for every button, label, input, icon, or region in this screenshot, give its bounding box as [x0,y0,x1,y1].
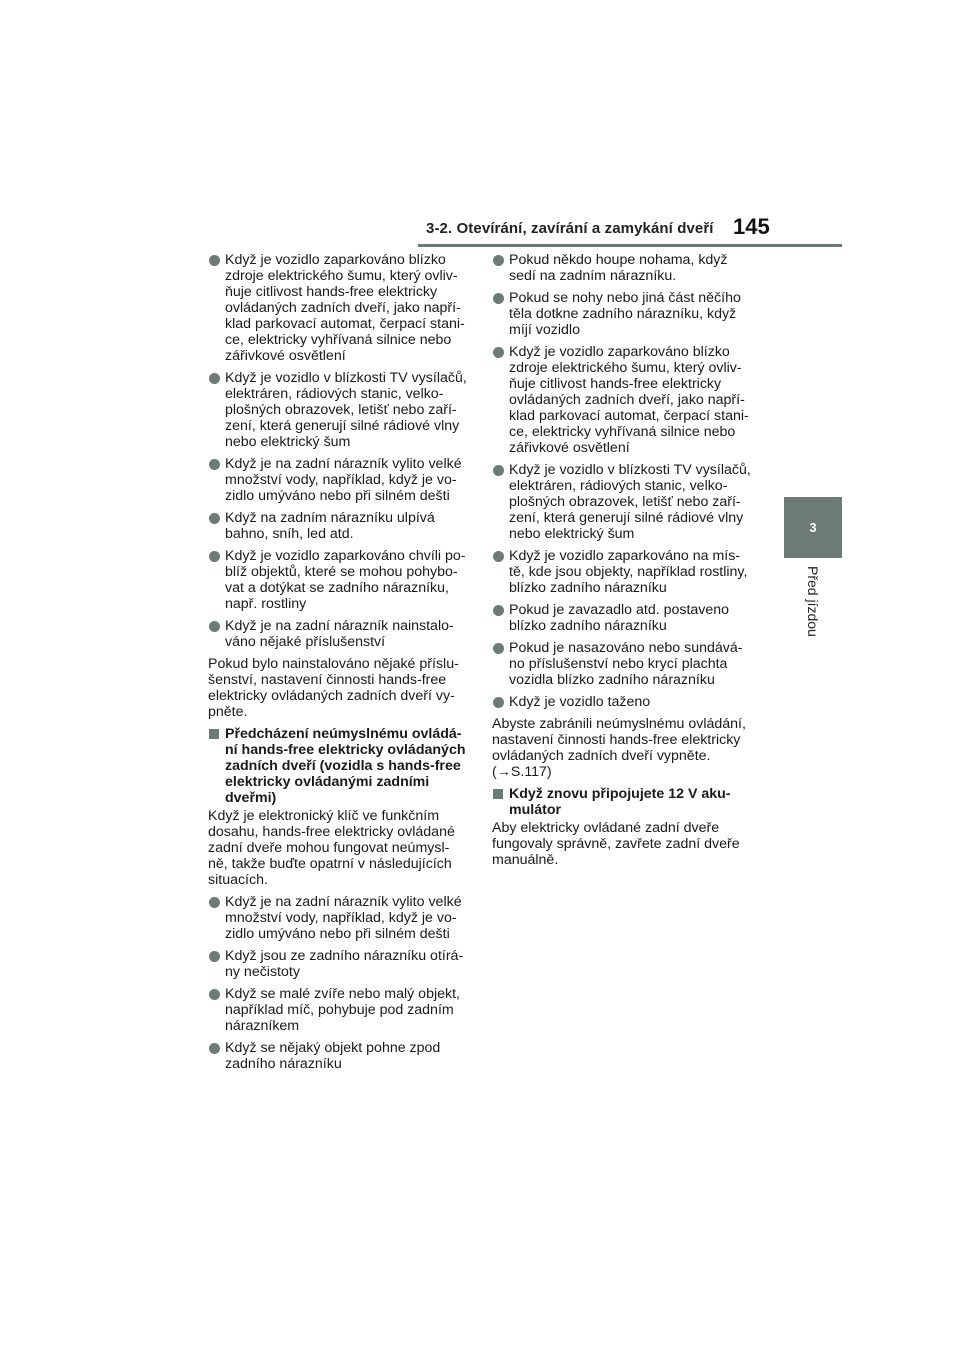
bullet-dot-icon [493,643,504,654]
list-item [208,548,470,612]
chapter-label [786,566,840,656]
list-item [208,252,470,364]
list-item-text: Když je vozidlo zaparkováno blízko zdroje elektrického šumu, který ovliv- ňuje citlivost hands-free elektricky ovládaných zadních dveří, jako napří- klad parkovací automat, čerpací stani- ce, elektricky vyhřívaná silnice nebo zářivkové osvětlení [509,344,749,456]
page-header-title: 3-2. Otevírání, zavírání a zamykání dveří [426,220,714,237]
bullet-dot-icon [209,373,220,384]
list-item [492,548,754,596]
bullet-dot-icon [493,697,504,708]
list-item [208,948,470,980]
bullet-dot-icon [209,255,220,266]
list-item-text: Když je na zadní nárazník vylito velké množství vody, například, když je vo- zidlo umýváno nebo při silném dešti [225,894,462,942]
bullet-dot-icon [493,465,504,476]
list-item [208,894,470,942]
heading-square-icon [493,789,503,799]
list-item [492,344,754,456]
list-item-text: Když se malé zvíře nebo malý objekt, například míč, pohybuje pod zadním nárazníkem [225,986,460,1034]
body-paragraph: Abyste zabránili neúmyslnému ovládání, nastavení činnosti hands-free elektricky ovládaných zadních dveří vypněte. (→S.117) [492,716,746,780]
page-number: 145 [733,214,770,239]
list-item [492,602,754,634]
chapter-number: 3 [809,520,817,535]
list-item [492,462,754,542]
bullet-dot-icon [209,459,220,470]
chapter-label-text: Před jízdou [805,566,821,637]
list-item-text: Když je na zadní nárazník vylito velké množství vody, například, když je vo- zidlo umýváno nebo při silném dešti [225,456,462,504]
bullet-dot-icon [209,621,220,632]
list-item-text: Když je vozidlo zaparkováno chvíli po- blíž objektů, které se mohou pohybo- vat a dotýkat se zadního nárazníku, např. rostliny [225,548,466,612]
bullet-dot-icon [493,293,504,304]
list-item-text: Když je vozidlo v blízkosti TV vysílačů, elektráren, rádiových stanic, velko- plošných obrazovek, letišť nebo zaří- zení, která generují silné rádiové vlny nebo elektrický šum [509,462,751,542]
bullet-dot-icon [493,255,504,266]
list-item-text: Když se nějaký objekt pohne zpod zadního nárazníku [225,1040,441,1072]
bullet-dot-icon [209,1043,220,1054]
bullet-dot-icon [493,605,504,616]
list-item [208,510,470,542]
bullet-dot-icon [493,347,504,358]
list-item-text: Když na zadním nárazníku ulpívá bahno, sníh, led atd. [225,510,435,542]
left-column [208,252,470,1078]
bullet-dot-icon [209,951,220,962]
list-item-text: Když jsou ze zadního nárazníku otírá- ny nečistoty [225,948,464,980]
bullet-dot-icon [209,989,220,1000]
list-item [208,1040,470,1072]
list-item-text: Když je vozidlo zaparkováno na mís- tě, kde jsou objekty, například rostliny, blízko zadního nárazníku [509,548,748,596]
section-heading [208,726,470,806]
section-heading-text: Předcházení neúmyslnému ovládá- ní hands-free elektricky ovládaných zadních dveří (vozidla s hands-free elektricky ovládanými zadními dveřmi) [225,726,466,806]
body-paragraph: Aby elektricky ovládané zadní dveře fungovaly správně, zavřete zadní dveře manuálně. [492,820,740,868]
body-paragraph: Když je elektronický klíč ve funkčním dosahu, hands-free elektricky ovládané zadní dveře mohou fungovat neúmysl- ně, takže buďte opatrní v následujících situacích. [208,808,455,888]
section-heading [492,786,754,818]
section-heading-text: Když znovu připojujete 12 V aku- mulátor [509,786,731,818]
list-item-text: Pokud je nasazováno nebo sundává- no příslušenství nebo krycí plachta vozidla blízko zadního nárazníku [509,640,743,688]
right-column [492,252,754,874]
list-item [208,370,470,450]
chapter-tab [784,497,842,558]
bullet-dot-icon [493,551,504,562]
list-item-text: Když je vozidlo taženo [509,694,651,710]
list-item [208,986,470,1034]
body-paragraph: Pokud bylo nainstalováno nějaké příslu- šenství, nastavení činnosti hands-free elektricky ovládaných zadních dveří vy- pněte. [208,656,459,720]
list-item-text: Když je vozidlo v blízkosti TV vysílačů, elektráren, rádiových stanic, velko- plošných obrazovek, letišť nebo zaří- zení, která generují silné rádiové vlny nebo elektrický šum [225,370,467,450]
list-item [492,640,754,688]
bullet-dot-icon [209,513,220,524]
list-item [208,618,470,650]
heading-square-icon [209,729,219,739]
list-item-text: Když je vozidlo zaparkováno blízko zdroje elektrického šumu, který ovliv- ňuje citlivost hands-free elektricky ovládaných zadních dveří, jako napří- klad parkovací automat, čerpací stani- ce, elektricky vyhřívaná silnice nebo zářivkové osvětlení [225,252,465,364]
list-item [492,290,754,338]
list-item [492,252,754,284]
bullet-dot-icon [209,897,220,908]
list-item-text: Pokud se nohy nebo jiná část něčího těla dotkne zadního nárazníku, když míjí vozidlo [509,290,741,338]
header-divider [418,244,842,247]
list-item [208,456,470,504]
list-item-text: Když je na zadní nárazník nainstalo- váno nějaké příslušenství [225,618,454,650]
list-item [492,694,754,710]
bullet-dot-icon [209,551,220,562]
list-item-text: Pokud někdo houpe nohama, když sedí na zadním nárazníku. [509,252,728,284]
list-item-text: Pokud je zavazadlo atd. postaveno blízko zadního nárazníku [509,602,730,634]
